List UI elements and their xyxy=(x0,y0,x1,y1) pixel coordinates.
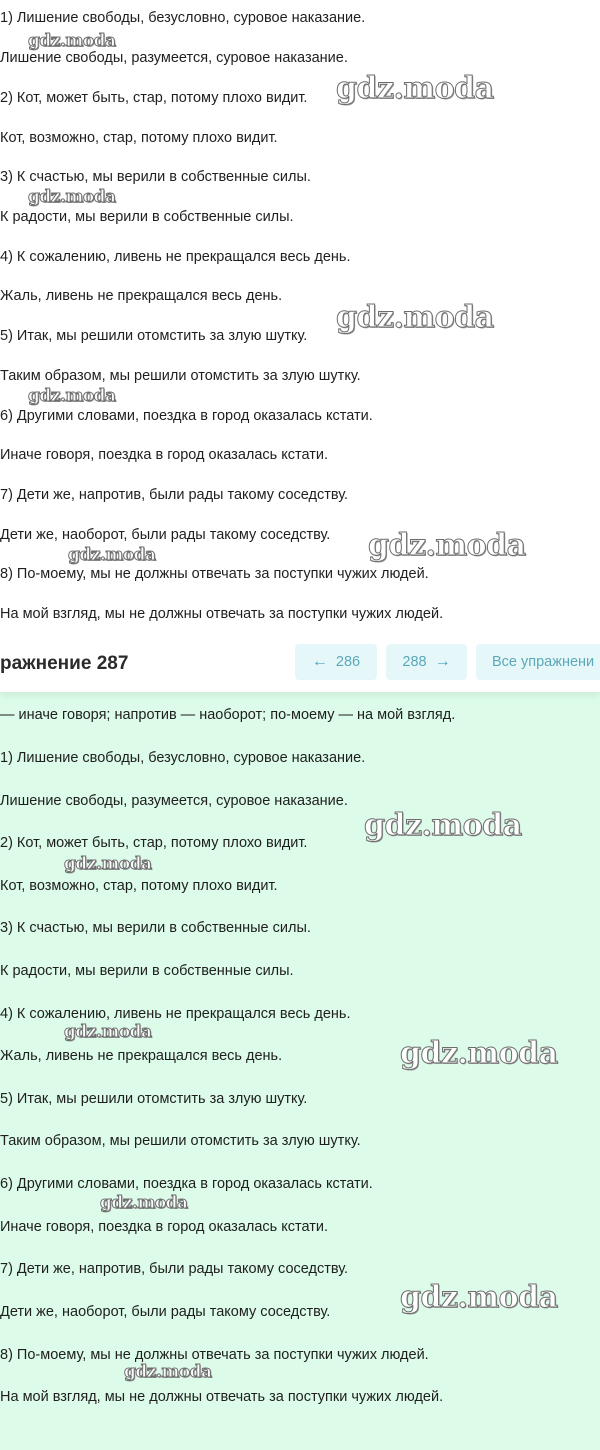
text-line: На мой взгляд, мы не должны отвечать за поступки чужих людей. xyxy=(0,606,444,622)
text-line: На мой взгляд, мы не должны отвечать за поступки чужих людей. xyxy=(0,1389,444,1405)
watermark: gdz.moda xyxy=(368,528,526,563)
text-line: Таким образом, мы решили отомстить за злую шутку. xyxy=(0,1133,361,1149)
text-line: 5) Итак, мы решили отомстить за злую шутку. xyxy=(0,1091,308,1107)
text-line: Иначе говоря, поездка в город оказалась кстати. xyxy=(0,447,328,463)
prev-exercise-label: 286 xyxy=(335,654,361,670)
answer-intro: — иначе говоря; напротив — наоборот; по-моему — на мой взгляд. xyxy=(0,707,456,723)
text-line: 6) Другими словами, поездка в город оказалась кстати. xyxy=(0,408,373,424)
text-line: Иначе говоря, поездка в город оказалась кстати. xyxy=(0,1219,328,1235)
text-line: Дети же, наоборот, были рады такому соседству. xyxy=(0,527,331,543)
text-line: Лишение свободы, разумеется, суровое наказание. xyxy=(0,793,348,809)
text-line: Кот, возможно, стар, потому плохо видит. xyxy=(0,130,278,146)
text-line: Кот, возможно, стар, потому плохо видит. xyxy=(0,878,278,894)
watermark: gdz.moda xyxy=(28,187,116,207)
exercise-nav-bar xyxy=(0,640,600,692)
watermark: gdz.moda xyxy=(336,71,494,106)
exercise-title: ражнение 287 xyxy=(0,653,129,674)
text-line: Жаль, ливень не прекращался весь день. xyxy=(0,288,283,304)
arrow-left-icon: ← xyxy=(311,653,328,670)
watermark: gdz.moda xyxy=(64,854,152,874)
text-line: 2) Кот, может быть, стар, потому плохо видит. xyxy=(0,90,308,106)
next-exercise-button[interactable] xyxy=(386,644,467,680)
text-line: Таким образом, мы решили отомстить за злую шутку. xyxy=(0,368,361,384)
text-line: 1) Лишение свободы, безусловно, суровое наказание. xyxy=(0,750,366,766)
all-exercises-label: Все упражнени xyxy=(492,654,595,670)
text-line: 6) Другими словами, поездка в город оказалась кстати. xyxy=(0,1176,373,1192)
text-line: 2) Кот, может быть, стар, потому плохо видит. xyxy=(0,835,308,851)
text-line: Дети же, наоборот, были рады такому соседству. xyxy=(0,1304,331,1320)
watermark: gdz.moda xyxy=(364,808,522,843)
answer-panel xyxy=(0,692,600,1450)
text-line: К радости, мы верили в собственные силы. xyxy=(0,963,294,979)
text-line: Лишение свободы, разумеется, суровое наказание. xyxy=(0,50,348,66)
text-line: 8) По-моему, мы не должны отвечать за поступки чужих людей. xyxy=(0,1347,429,1363)
watermark: gdz.moda xyxy=(28,31,116,51)
arrow-right-icon: → xyxy=(434,653,451,670)
text-line: Жаль, ливень не прекращался весь день. xyxy=(0,1048,283,1064)
watermark: gdz.moda xyxy=(64,1022,152,1042)
text-line: 3) К счастью, мы верили в собственные силы. xyxy=(0,169,311,185)
text-line: 7) Дети же, напротив, были рады такому соседству. xyxy=(0,487,349,503)
prev-exercise-button[interactable] xyxy=(295,644,377,680)
watermark: gdz.moda xyxy=(124,1362,212,1382)
text-line: 4) К сожалению, ливень не прекращался весь день. xyxy=(0,249,351,265)
watermark: gdz.moda xyxy=(68,545,156,565)
watermark: gdz.moda xyxy=(28,386,116,406)
text-line: 3) К счастью, мы верили в собственные силы. xyxy=(0,920,311,936)
text-line: 8) По-моему, мы не должны отвечать за поступки чужих людей. xyxy=(0,566,429,582)
text-line: 1) Лишение свободы, безусловно, суровое наказание. xyxy=(0,10,366,26)
text-line: 5) Итак, мы решили отомстить за злую шутку. xyxy=(0,328,308,344)
watermark: gdz.moda xyxy=(400,1036,558,1071)
watermark: gdz.moda xyxy=(336,300,494,335)
text-line: 7) Дети же, напротив, были рады такому соседству. xyxy=(0,1261,349,1277)
next-exercise-label: 288 xyxy=(402,654,427,670)
text-line: 4) К сожалению, ливень не прекращался весь день. xyxy=(0,1006,351,1022)
text-line: К радости, мы верили в собственные силы. xyxy=(0,209,294,225)
watermark: gdz.moda xyxy=(100,1193,188,1213)
watermark: gdz.moda xyxy=(400,1280,558,1315)
all-exercises-button[interactable] xyxy=(476,644,600,680)
